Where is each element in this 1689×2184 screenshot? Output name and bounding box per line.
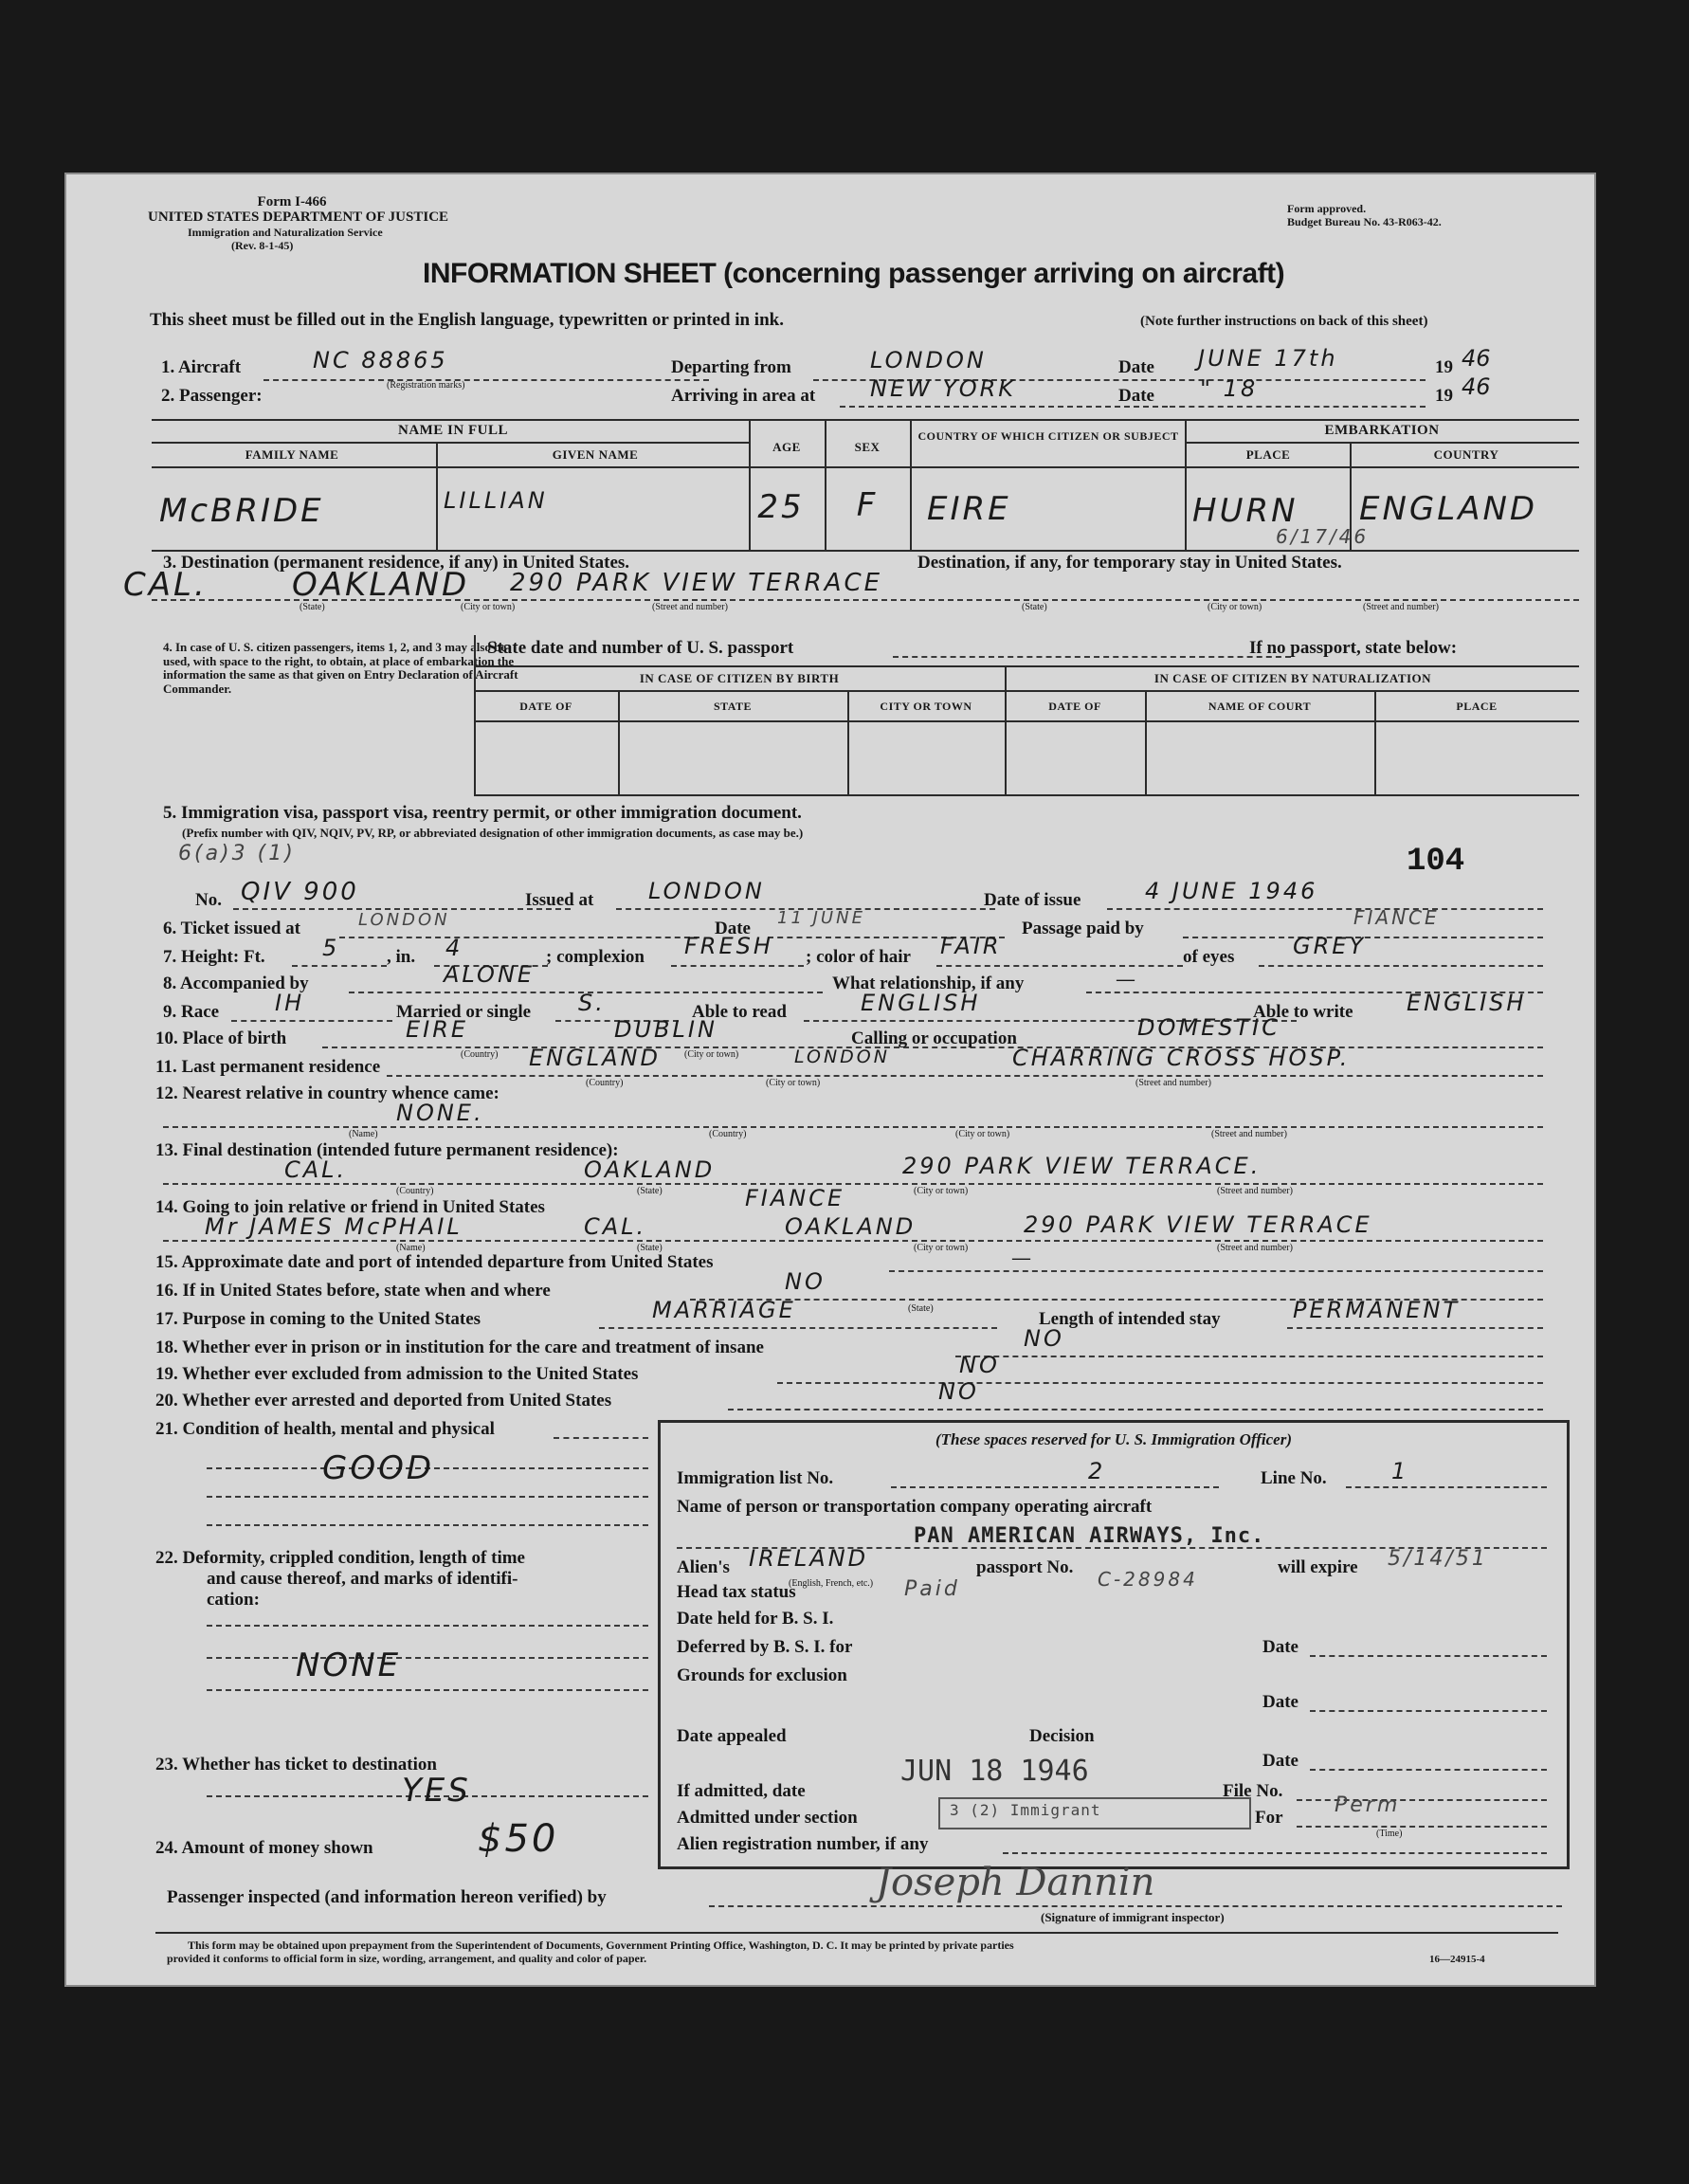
item6-label: 6. Ticket issued at — [163, 919, 300, 938]
embark-place-value: HURN — [1192, 492, 1299, 530]
given-name-header: GIVEN NAME — [552, 447, 639, 462]
accompanied-value: ALONE — [444, 961, 536, 988]
last-res-street-value: CHARRING CROSS HOSP. — [1012, 1045, 1351, 1071]
deferred-date-label: Date — [1262, 1637, 1299, 1657]
date-of-issue-value: 4 JUNE 1946 — [1145, 878, 1318, 904]
arriving-label: Arriving in area at — [671, 386, 816, 406]
last-res-country-value: ENGLAND — [529, 1045, 661, 1071]
write-value: ENGLISH — [1407, 990, 1527, 1016]
section-label: Admitted under section — [677, 1808, 858, 1828]
relationship-value: — — [1117, 970, 1135, 990]
item7-label: 7. Height: Ft. — [163, 947, 265, 967]
aircraft-label: 1. Aircraft — [161, 357, 242, 377]
date-of-issue-label: Date of issue — [984, 890, 1081, 910]
item8-label: 8. Accompanied by — [163, 974, 309, 993]
final-city-value: OAKLAND — [584, 1156, 716, 1183]
nearest-relative-value: NONE. — [396, 1100, 484, 1126]
cap-street-11: (Street and number) — [1135, 1078, 1211, 1088]
form-number: Form I-466 — [257, 194, 327, 209]
cap-street-3b: (Street and number) — [1363, 602, 1439, 612]
join-city-value: OAKLAND — [785, 1213, 917, 1240]
married-value: S. — [578, 990, 606, 1016]
grounds-label: Grounds for exclusion — [677, 1665, 847, 1685]
cap-street-3: (Street and number) — [652, 602, 728, 612]
final-street-value: 290 PARK VIEW TERRACE. — [902, 1153, 1262, 1179]
item5-sub: (Prefix number with QIV, NQIV, PV, RP, or abbreviated designation of other immigration documents, as case may be.) — [182, 826, 804, 840]
height-ft-value: 5 — [322, 935, 340, 961]
age-header: AGE — [772, 440, 801, 454]
year-prefix-2: 19 — [1435, 386, 1453, 406]
col-city: CITY OR TOWN — [880, 700, 972, 713]
item5-annotation: 6(a)3 (1) — [178, 842, 296, 865]
us-passport-label: State date and number of U. S. passport — [487, 638, 794, 658]
ticket-destination-value: YES — [402, 1772, 471, 1810]
country-header: COUNTRY — [1433, 447, 1499, 462]
complexion-label: ; complexion — [546, 947, 645, 967]
col-date-of-1: DATE OF — [519, 700, 572, 713]
item22-label-b: and cause thereof, and marks of identifi- — [207, 1569, 518, 1589]
form-sheet — [64, 173, 1596, 1987]
arriving-value: NEW YORK — [870, 375, 1017, 402]
read-value: ENGLISH — [861, 990, 981, 1016]
inspector-signature: Joseph Dannin — [876, 1861, 1155, 1904]
cap-state-13: (State) — [637, 1186, 663, 1196]
cap-country-12: (Country) — [709, 1129, 747, 1139]
item20-label: 20. Whether ever arrested and deported from United States — [155, 1391, 612, 1410]
number-stamp: 104 — [1407, 844, 1465, 880]
age-value: 25 — [757, 488, 805, 526]
item14-label: 14. Going to join relative or friend in United States — [155, 1197, 545, 1217]
item5-label: 5. Immigration visa, passport visa, reentry permit, or other immigration document. — [163, 803, 802, 823]
file-no-label: File No. — [1223, 1781, 1283, 1801]
eyes-value: GREY — [1293, 933, 1367, 959]
birth-country-value: EIRE — [406, 1016, 469, 1043]
date-label-2: Date — [1118, 386, 1154, 406]
dest-state-value: CAL. — [123, 566, 208, 604]
time-caption: (Time) — [1376, 1829, 1403, 1839]
col-place: PLACE — [1456, 700, 1498, 713]
service: Immigration and Naturalization Service — [188, 226, 383, 239]
deformity-value: NONE — [296, 1647, 402, 1684]
item3-temp-label: Destination, if any, for temporary stay in United States. — [917, 553, 1342, 573]
prison-value: NO — [1024, 1325, 1064, 1352]
item24-label: 24. Amount of money shown — [155, 1838, 373, 1858]
decision-label: Decision — [1029, 1726, 1095, 1746]
height-in-value: 4 — [445, 935, 463, 961]
note: (Note further instructions on back of this sheet) — [1140, 314, 1428, 329]
stay-label: Length of intended stay — [1039, 1309, 1221, 1329]
date-annotation: 6/17/46 — [1276, 525, 1370, 548]
join-street-value: 290 PARK VIEW TERRACE — [1024, 1211, 1372, 1238]
item22-label-c: cation: — [207, 1590, 260, 1610]
cap-city-3: (City or town) — [461, 602, 516, 612]
cap-city-3b: (City or town) — [1208, 602, 1262, 612]
item16-label: 16. If in United States before, state when and where — [155, 1281, 551, 1301]
registration-caption: (Registration marks) — [387, 380, 465, 391]
for-label: For — [1255, 1808, 1283, 1828]
passage-paid-value: FIANCE — [1353, 906, 1440, 929]
no-label: No. — [195, 890, 222, 910]
write-label: Able to write — [1253, 1002, 1353, 1022]
cap-street-13: (Street and number) — [1217, 1186, 1293, 1196]
calling-value: DOMESTIC — [1137, 1014, 1280, 1041]
admitted-stamp: JUN 18 1946 — [900, 1755, 1089, 1788]
no-passport-label: If no passport, state below: — [1249, 638, 1458, 658]
revision: (Rev. 8-1-45) — [231, 239, 294, 252]
decision-date-label: Date — [1262, 1751, 1299, 1771]
form-approved: Form approved. — [1287, 202, 1367, 215]
imm-list-value: 2 — [1088, 1458, 1106, 1484]
item10-label: 10. Place of birth — [155, 1028, 287, 1048]
aliens-label: Alien's — [677, 1557, 730, 1577]
name-in-full-header: NAME IN FULL — [397, 423, 508, 438]
excluded-value: NO — [959, 1352, 1000, 1378]
aliens-caption: (English, French, etc.) — [789, 1578, 874, 1589]
cap-state-3: (State) — [300, 602, 325, 612]
issued-at-label: Issued at — [525, 890, 594, 910]
signature-caption: (Signature of immigrant inspector) — [1041, 1910, 1225, 1924]
departure-value: — — [1012, 1248, 1030, 1268]
race-value: IH — [275, 990, 305, 1016]
cap-state-3b: (State) — [1022, 602, 1047, 612]
col-state: STATE — [713, 700, 753, 713]
cap-city-12: (City or town) — [955, 1129, 1010, 1139]
date-value-1: JUNE 17th — [1198, 345, 1338, 372]
admitted-label: If admitted, date — [677, 1781, 806, 1801]
eyes-label: of eyes — [1183, 947, 1235, 967]
by-birth-header: IN CASE OF CITIZEN BY BIRTH — [639, 671, 840, 685]
stay-value: PERMANENT — [1293, 1297, 1461, 1323]
passenger-label: 2. Passenger: — [161, 386, 263, 406]
hair-label: ; color of hair — [806, 947, 911, 967]
head-tax-value: Paid — [904, 1577, 960, 1601]
cap-country-11: (Country) — [586, 1078, 624, 1088]
section-stamp: 3 (2) Immigrant — [950, 1801, 1101, 1819]
family-name-value: McBRIDE — [159, 492, 324, 530]
join-relationship-value: FIANCE — [745, 1185, 845, 1211]
year-value-2: 46 — [1462, 373, 1491, 400]
sex-header: SEX — [854, 440, 881, 454]
citizen-value: EIRE — [927, 490, 1011, 528]
country-citizen-header: COUNTRY OF WHICH CITIZEN OR SUBJECT — [917, 429, 1179, 443]
cap-street-14: (Street and number) — [1217, 1243, 1293, 1253]
year-value-1: 46 — [1462, 345, 1491, 372]
join-state-value: CAL. — [584, 1213, 647, 1240]
aircraft-value: NC 88865 — [313, 347, 448, 373]
cap-country-13: (Country) — [396, 1186, 434, 1196]
embark-country-value: ENGLAND — [1359, 490, 1538, 528]
form-code: 16—24915-4 — [1429, 1954, 1485, 1965]
inspected-label: Passenger inspected (and information hereon verified) by — [167, 1887, 607, 1907]
passport-no-value: C-28984 — [1098, 1568, 1198, 1591]
cap-country-10: (Country) — [461, 1049, 499, 1060]
instruction: This sheet must be filled out in the English language, typewritten or printed in ink. — [150, 310, 784, 330]
deported-value: NO — [938, 1378, 979, 1405]
item11-label: 11. Last permanent residence — [155, 1057, 381, 1077]
item9-label: 9. Race — [163, 1002, 220, 1022]
deferred-label: Deferred by B. S. I. for — [677, 1637, 853, 1657]
company-stamp: PAN AMERICAN AIRWAYS, Inc. — [914, 1524, 1265, 1548]
page-title: INFORMATION SHEET (concerning passenger arriving on aircraft) — [423, 258, 1285, 289]
purpose-value: MARRIAGE — [652, 1297, 796, 1323]
line-no-label: Line No. — [1261, 1468, 1327, 1488]
head-tax-label: Head tax status — [677, 1582, 796, 1602]
expire-label: will expire — [1278, 1557, 1358, 1577]
cap-name-12: (Name) — [349, 1129, 378, 1139]
item3-label: 3. Destination (permanent residence, if any) in United States. — [163, 553, 630, 573]
hair-value: FAIR — [940, 933, 1002, 959]
imm-list-label: Immigration list No. — [677, 1468, 834, 1488]
appealed-label: Date appealed — [677, 1726, 787, 1746]
relationship-label: What relationship, if any — [832, 974, 1025, 993]
cap-city-13: (City or town) — [914, 1186, 969, 1196]
grounds-date-label: Date — [1262, 1692, 1299, 1712]
fine-print-1: This form may be obtained upon prepayment from the Superintendent of Documents, Government Printing Office, Washington, D. C. It may be printed by private parties — [188, 1938, 1014, 1952]
budget-bureau: Budget Bureau No. 43-R063-42. — [1287, 215, 1442, 228]
dest-street-value: 290 PARK VIEW TERRACE — [510, 569, 883, 597]
departing-value: LONDON — [870, 347, 987, 373]
bsi-label: Date held for B. S. I. — [677, 1609, 834, 1629]
join-name-value: Mr JAMES McPHAIL — [205, 1213, 463, 1240]
department: UNITED STATES DEPARTMENT OF JUSTICE — [148, 209, 449, 225]
sex-value: F — [856, 486, 879, 524]
cap-state-17: (State) — [908, 1303, 934, 1314]
complexion-value: FRESH — [684, 933, 773, 959]
family-name-header: FAMILY NAME — [245, 447, 339, 462]
item15-label: 15. Approximate date and port of intended departure from United States — [155, 1252, 714, 1272]
item18-label: 18. Whether ever in prison or in institution for the care and treatment of insane — [155, 1338, 764, 1357]
expire-value: 5/14/51 — [1388, 1547, 1488, 1571]
final-state-value: CAL. — [284, 1156, 348, 1183]
last-res-city-value: LONDON — [794, 1046, 890, 1067]
item6-paid-label: Passage paid by — [1022, 919, 1144, 938]
before-value: NO — [785, 1268, 826, 1295]
line-no-value: 1 — [1391, 1458, 1409, 1484]
company-label: Name of person or transportation company operating aircraft — [677, 1497, 1153, 1517]
year-prefix-1: 19 — [1435, 357, 1453, 377]
item7-in-label: , in. — [387, 947, 416, 967]
item4-label: 4. In case of U. S. citizen passengers, items 1, 2, and 3 may also be used, with space to the right, to obtain, at place of embarkation the information the same as that given on Entry Declaration of Aircraft Commander. — [163, 640, 518, 696]
fine-print-2: provided it conforms to official form in size, wording, arrangement, and quality and color of paper. — [167, 1952, 647, 1965]
item19-label: 19. Whether ever excluded from admission to the United States — [155, 1364, 639, 1384]
item23-label: 23. Whether has ticket to destination — [155, 1755, 437, 1774]
cap-state-14: (State) — [637, 1243, 663, 1253]
married-label: Married or single — [396, 1002, 532, 1022]
ticket-date-value: 11 JUNE — [777, 908, 865, 928]
alien-reg-label: Alien registration number, if any — [677, 1834, 929, 1854]
item17-label: 17. Purpose in coming to the United States — [155, 1309, 481, 1329]
by-naturalization-header: IN CASE OF CITIZEN BY NATURALIZATION — [1153, 671, 1432, 685]
embarkation-header: EMBARKATION — [1324, 423, 1440, 438]
col-date-of-2: DATE OF — [1048, 700, 1101, 713]
date-value-2: " 18 — [1200, 375, 1259, 402]
ticket-issued-value: LONDON — [358, 910, 450, 930]
dest-city-value: OAKLAND — [292, 566, 470, 604]
cap-city-10: (City or town) — [684, 1049, 739, 1060]
passport-no-label: passport No. — [976, 1557, 1074, 1577]
given-name-value: LILLIAN — [444, 487, 548, 514]
item6-date-label: Date — [715, 919, 751, 938]
cap-street-12: (Street and number) — [1211, 1129, 1287, 1139]
birth-city-value: DUBLIN — [614, 1016, 717, 1043]
for-value: Perm — [1335, 1793, 1401, 1817]
aliens-value: IRELAND — [749, 1545, 869, 1572]
item13-label: 13. Final destination (intended future permanent residence): — [155, 1140, 619, 1160]
visa-number-value: QIV 900 — [241, 878, 359, 906]
health-value: GOOD — [322, 1449, 435, 1487]
departing-label: Departing from — [671, 357, 791, 377]
place-header: PLACE — [1245, 447, 1291, 462]
money-value: $50 — [478, 1817, 559, 1861]
item12-label: 12. Nearest relative in country whence came: — [155, 1083, 499, 1103]
item21-label: 21. Condition of health, mental and physical — [155, 1419, 495, 1439]
officer-heading: (These spaces reserved for U. S. Immigration Officer) — [935, 1430, 1292, 1448]
read-label: Able to read — [692, 1002, 787, 1022]
issued-at-value: LONDON — [648, 878, 765, 904]
cap-city-11: (City or town) — [766, 1078, 821, 1088]
cap-city-14: (City or town) — [914, 1243, 969, 1253]
col-court: NAME OF COURT — [1208, 700, 1312, 713]
cap-name-14: (Name) — [396, 1243, 426, 1253]
calling-label: Calling or occupation — [851, 1028, 1017, 1048]
item22-label-a: 22. Deformity, crippled condition, length of time — [155, 1548, 525, 1568]
date-label-1: Date — [1118, 357, 1154, 377]
